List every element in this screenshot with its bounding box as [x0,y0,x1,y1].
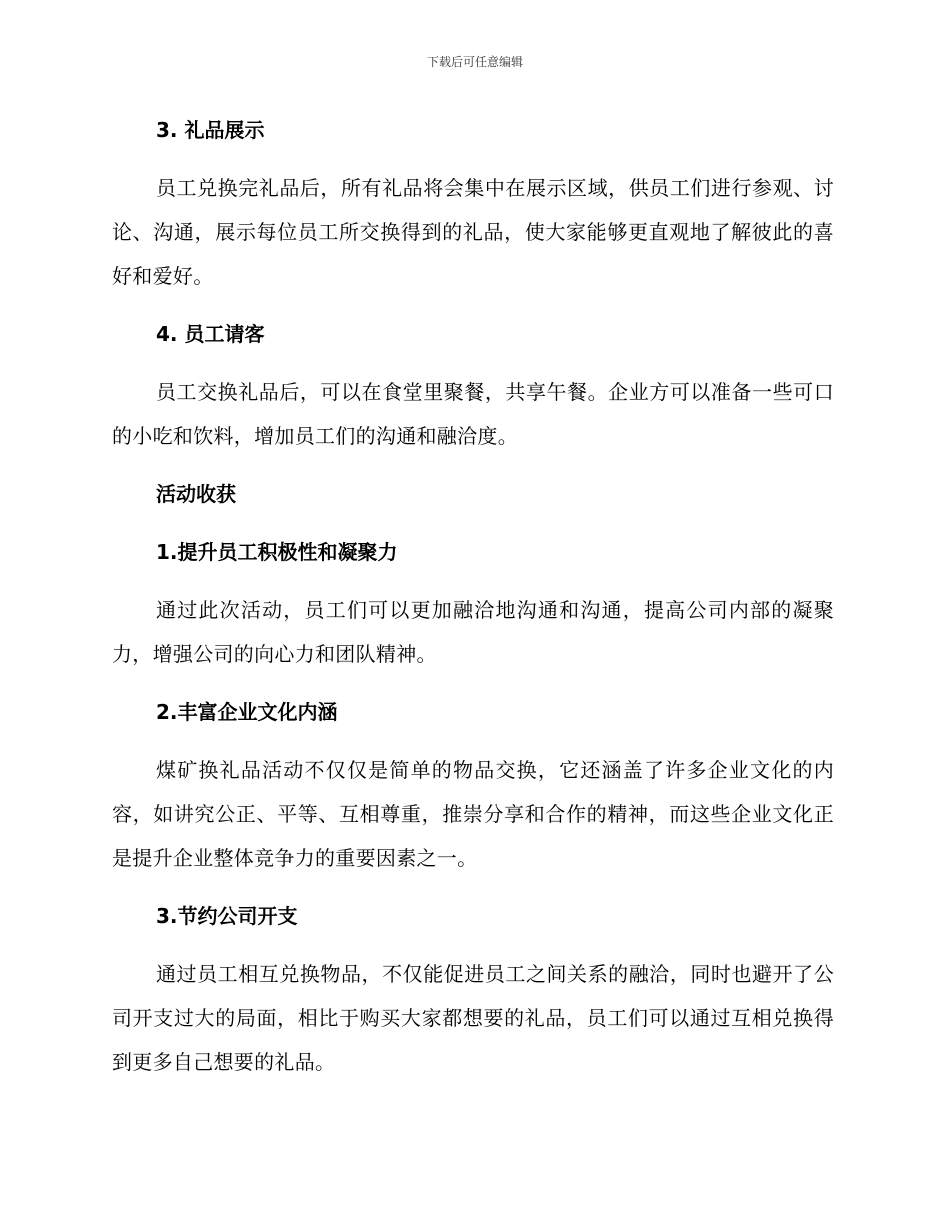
section-paragraph-corporate-culture: 煤矿换礼品活动不仅仅是简单的物品交换，它还涵盖了许多企业文化的内容，如讲究公正、平等、互相尊重，推崇分享和合作的精神，而这些企业文化正是提升企业整体竞争力的重要因素之一。 [112,758,834,870]
section-heading-activity-gains: 活动收获 [156,482,236,506]
section-paragraph-cohesion: 通过此次活动，员工们可以更加融洽地沟通和沟通，提高公司内部的凝聚力，增强公司的向心力和团队精神。 [112,598,834,666]
section-heading-cohesion: 1.提升员工积极性和凝聚力 [156,540,398,564]
page-header: 下载后可任意编辑 [426,55,523,69]
section-heading-gift-display: 3. 礼品展示 [156,118,265,142]
section-heading-staff-treat: 4. 员工请客 [156,322,265,346]
section-heading-save-costs: 3.节约公司开支 [156,904,298,928]
section-paragraph-save-costs: 通过员工相互兑换物品，不仅能促进员工之间关系的融洽，同时也避开了公司开支过大的局面，相比于购买大家都想要的礼品，员工们可以通过互相兑换得到更多自己想要的礼品。 [112,962,834,1074]
document-body [112,108,834,1084]
section-heading-corporate-culture: 2.丰富企业文化内涵 [156,700,338,724]
section-paragraph-gift-display: 员工兑换完礼品后，所有礼品将会集中在展示区域，供员工们进行参观、讨论、沟通，展示每位员工所交换得到的礼品，使大家能够更直观地了解彼此的喜好和爱好。 [112,176,834,288]
section-paragraph-staff-treat: 员工交换礼品后，可以在食堂里聚餐，共享午餐。企业方可以准备一些可口的小吃和饮料，增加员工们的沟通和融洽度。 [112,380,834,448]
